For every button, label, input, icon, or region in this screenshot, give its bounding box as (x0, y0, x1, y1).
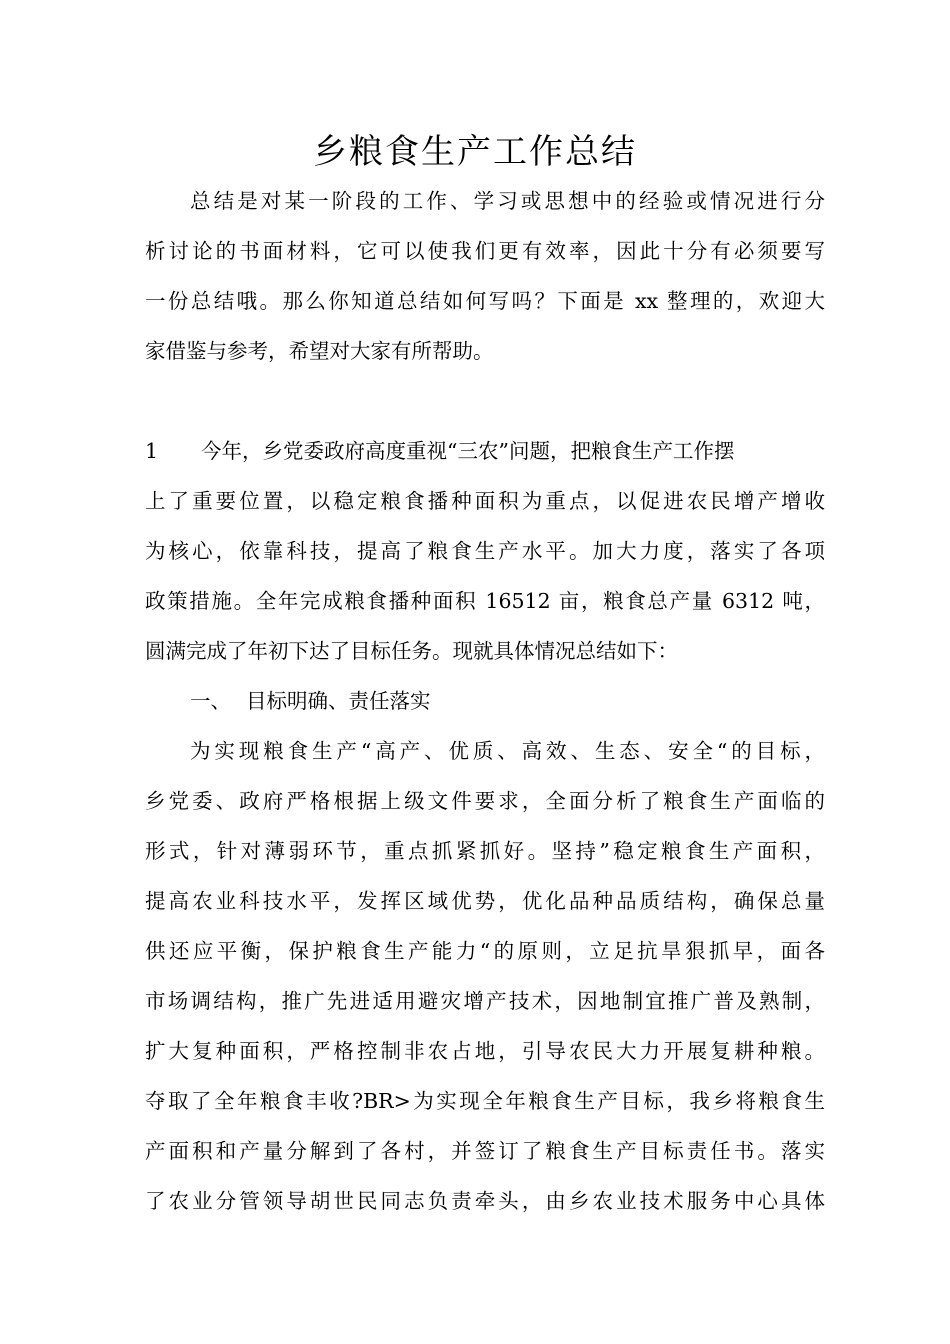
body2-line-2: 乡党委、政府严格根据上级文件要求，全面分析了粮食生产面临的 (145, 789, 825, 813)
body1-line-2: 上了重要位置，以稳定粮食播种面积为重点，以促进农民增产增收 (145, 489, 825, 513)
heading-number: 一、 (190, 689, 231, 713)
body1-line-4: 政策措施。全年完成粮食播种面积 16512 亩，粮食总产量 6312 吨， (145, 589, 825, 613)
section-first-line (145, 436, 825, 466)
intro-line-3: 一份总结哦。那么你知道总结如何写吗？下面是 xx 整理的，欢迎大 (145, 289, 825, 313)
body1-line-5: 圆满完成了年初下达了目标任务。现就具体情况总结如下： (145, 639, 678, 663)
body1-line-1: 今年，乡党委政府高度重视“三农”问题，把粮食生产工作摆 (201, 439, 735, 463)
body2-line-3: 形式，针对薄弱环节，重点抓紧抓好。坚持”稳定粮食生产面积， (145, 839, 825, 863)
body2-line-9: 产面积和产量分解到了各村，并签订了粮食生产目标责任书。落实 (145, 1139, 825, 1163)
body2-line-5: 供还应平衡，保护粮食生产能力“的原则，立足抗旱狠抓早，面各 (145, 939, 825, 963)
body2-line-10: 了农业分管领导胡世民同志负责牵头，由乡农业技术服务中心具体 (145, 1189, 825, 1213)
body2-line-4: 提高农业科技水平，发挥区域优势，优化品种品质结构，确保总量 (145, 889, 825, 913)
body1-line-3: 为核心，依靠科技，提高了粮食生产水平。加大力度，落实了各项 (145, 539, 825, 563)
body2-line-7: 扩大复种面积，严格控制非农占地，引导农民大力开展复耕种粮。 (145, 1039, 825, 1063)
intro-line-4: 家借鉴与参考，希望对大家有所帮助。 (145, 339, 494, 363)
body2-line-1: 为实现粮食生产“高产、优质、高效、生态、安全“的目标， (190, 739, 825, 763)
intro-line-2: 析讨论的书面材料，它可以使我们更有效率，因此十分有必须要写 (145, 239, 825, 263)
body2-line-8: 夺取了全年粮食丰收?BR>为实现全年粮食生产目标，我乡将粮食生 (145, 1089, 825, 1113)
intro-line-1: 总结是对某一阶段的工作、学习或思想中的经验或情况进行分 (190, 189, 825, 213)
section-heading-1 (190, 686, 825, 716)
document-title: 乡粮食生产工作总结 (313, 132, 637, 172)
section-number: 1 (145, 439, 159, 463)
body2-line-6: 市场调结构，推广先进适用避灾增产技术，因地制宜推广普及熟制， (145, 989, 825, 1013)
heading-text: 目标明确、责任落实 (246, 689, 431, 713)
